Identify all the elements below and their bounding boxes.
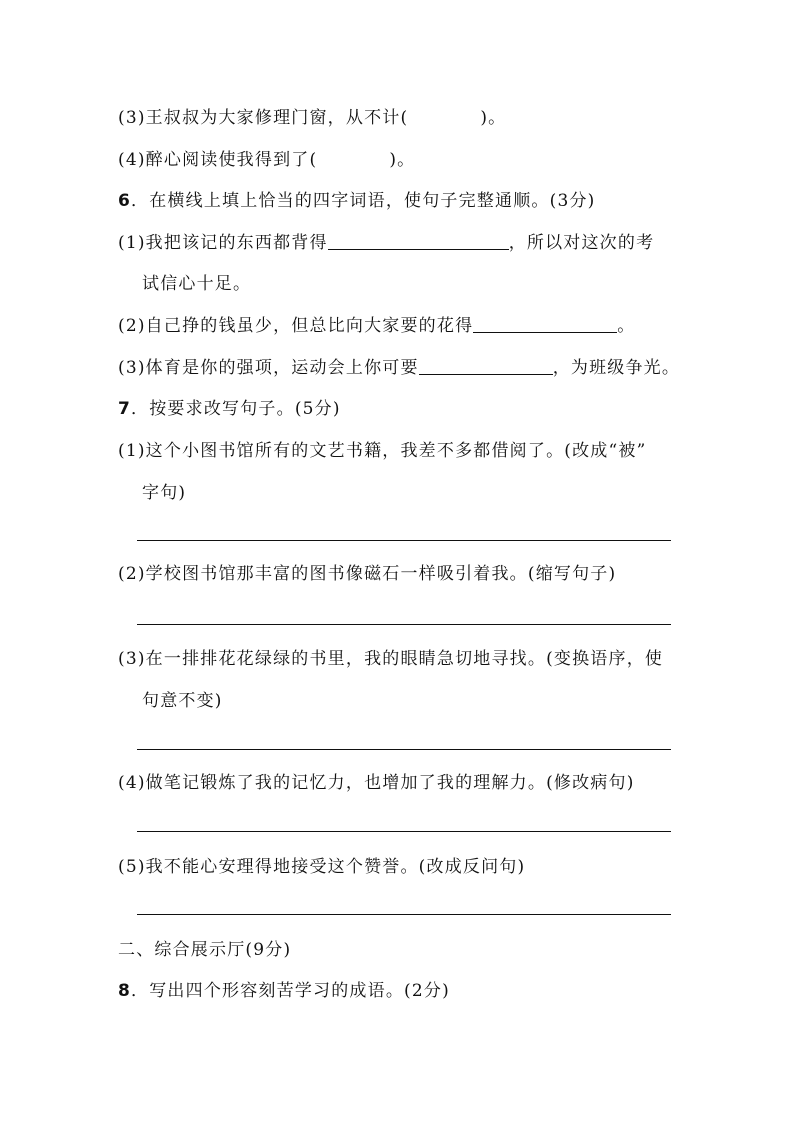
q6-item-2 [118,314,678,338]
q6-item-2-post: 。 [617,316,636,336]
q6-item-1-pre: (1)我把该记的东西都背得 [118,233,328,253]
q6-item-3-post: ，为班级争光。 [552,358,681,378]
q7-item-2: (2)学校图书馆那丰富的图书像磁石一样吸引着我。(缩写句子) [118,564,617,584]
q8-title: ．写出四个形容刻苦学习的成语。(2分) [131,981,450,1001]
q5-item-3 [118,106,678,130]
section-2-title: 二、综合展示厅(9分) [118,940,292,960]
q6-item-1-post: ，所以对这次的考 [508,233,655,253]
q6-item-1-cont: 试信心十足。 [142,274,252,294]
q6-item-1-blank[interactable] [328,231,509,250]
q7-item-3-cont: 句意不变) [142,691,223,711]
q5-item-3-post: )。 [480,108,507,128]
q7-item-1: (1)这个小图书馆所有的文艺书籍，我差不多都借阅了。(改成“被” [118,441,647,461]
q6-item-1 [118,231,678,255]
q6-number: 6 [118,191,132,211]
q7-item-1-cont: 字句) [142,483,187,503]
q6-heading [118,189,678,213]
q5-item-4-pre: (4)醉心阅读使我得到了( [118,150,318,170]
q6-item-2-pre: (2)自己挣的钱虽少，但总比向大家要的花得 [118,316,474,336]
q7-item-4: (4)做笔记锻炼了我的记忆力，也增加了我的理解力。(修改病句) [118,773,635,793]
q5-item-4 [118,148,678,172]
q7-item-2-answer-line[interactable] [137,624,671,625]
q8-heading [118,979,678,1003]
q7-item-3-answer-line[interactable] [137,749,671,750]
q5-item-3-pre: (3)王叔叔为大家修理门窗，从不计( [118,108,409,128]
q7-item-5: (5)我不能心安理得地接受这个赞誉。(改成反问句) [118,857,526,877]
q6-item-2-blank[interactable] [473,314,617,333]
q7-heading [118,397,678,421]
q6-item-3 [118,356,681,380]
q6-item-3-blank[interactable] [419,356,553,375]
q7-item-5-answer-line[interactable] [137,914,671,915]
q7-title: ．按要求改写句子。(5分) [131,399,341,419]
q5-item-4-post: )。 [389,150,416,170]
q6-title: ．在横线上填上恰当的四字词语，使句子完整通顺。(3分) [131,191,596,211]
q7-item-3: (3)在一排排花花绿绿的书里，我的眼睛急切地寻找。(变换语序，使 [118,649,664,669]
q8-number: 8 [118,981,132,1001]
q7-item-4-answer-line[interactable] [137,831,671,832]
q6-item-3-pre: (3)体育是你的强项，运动会上你可要 [118,358,419,378]
q7-item-1-answer-line[interactable] [137,540,671,541]
q7-number: 7 [118,399,132,419]
